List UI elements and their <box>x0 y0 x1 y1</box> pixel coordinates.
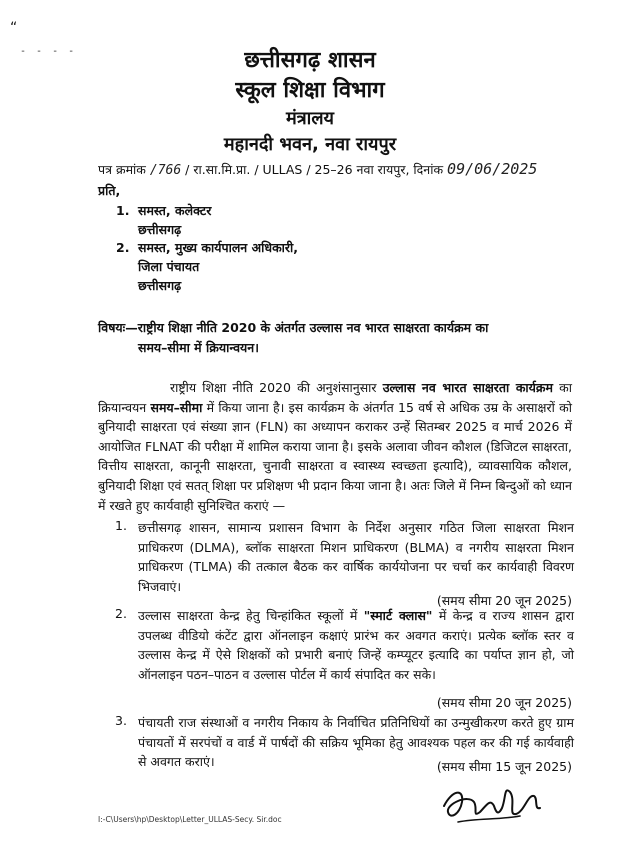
ref-prefix: पत्र क्रमांक <box>98 162 146 177</box>
para-text-a: राष्ट्रीय शिक्षा नीति 2020 की अनुशंसानुसार <box>170 380 383 395</box>
item-2-text-a: उल्लास साक्षरता केन्द्र हेतु चिन्हांकित स्कूलों में <box>138 608 364 623</box>
subject-line-1 <box>98 318 488 337</box>
ref-number: /766 <box>149 163 182 178</box>
reference-line <box>98 160 537 180</box>
margin-dots: - - - - <box>20 46 77 57</box>
item-1-text: छत्तीसगढ़ शासन, सामान्य प्रशासन विभाग के निर्देश अनुसार गठित जिला साक्षरता मिशन प्राधिकरण (DLMA), ब्लॉक साक्षरता मिशन प्राधिकरण (BLMA) व नगरीय साक्षरता मिशन प्राधिकरण (TLMA) की तत्काल बैठक कर वार्षिक कार्ययोजना पर चर्चा कर कार्यवाही विवरण भिजवाएं। <box>138 520 574 594</box>
ministry-title: मंत्रालय <box>285 108 334 129</box>
item-2-text-b: में केन्द्र व राज्य शासन द्वारा उपलब्ध वीडियो कंटेंट द्वारा ऑनलाइन कक्षाएं प्रारंभ कर अवगत कराएं। प्रत्येक ब्लॉक स्तर व उल्लास केन्द्र में ऐसे शिक्षकों को प्रभारी बनाएं जिन्हें कम्प्यूटर इत्यादि का पर्याप्त ज्ञान हो, जो ऑनलाइन पठन–पाठन व उल्लास पोर्टल में कार्य संपादित कर सके। <box>138 608 574 682</box>
addressee-1-line1: समस्त, कलेक्टर <box>138 203 212 218</box>
item-3-text: पंचायती राज संस्थाओं व नगरीय निकाय के निर्वाचित प्रतिनिधियों का उन्मुखीकरण करते हुए ग्राम पंचायतों में सरपंचों व वार्ड में पार्षदों की सक्रिय भूमिका हेतु आवश्यक पहल कर की गई कार्यवाही से अवगत कराएं। <box>138 715 574 770</box>
department-title: स्कूल शिक्षा विभाग <box>235 78 385 103</box>
item-2-text <box>138 606 574 684</box>
para-text-b: का क्रियान्वयन <box>98 380 573 415</box>
main-paragraph <box>98 378 572 515</box>
item-2-smart-class: "स्मार्ट क्लास" <box>363 608 433 623</box>
item-2-num: 2. <box>115 606 127 621</box>
addressee-1-num: 1. <box>116 203 130 218</box>
para-text-c: में किया जाना है। इस कार्यक्रम के अंतर्गत 15 वर्ष से अधिक उम्र के असाक्षरों को बुनियादी साक्षरता एवं संख्या ज्ञान (FLN) का अध्यापन कराकर उन्हें सितम्बर 2025 व मार्च 2026 में आयोजित FLNAT की परीक्षा में शामिल कराया जाना है। इसके अलावा जीवन कौशल (डिजिटल साक्षरता, वित्तीय साक्षरता, कानूनी साक्षरता, चुनावी साक्षरता व स्वास्थ्य स्वच्छता इत्यादि), व्यावसायिक कौशल, बुनियादी शिक्षा एवं सतत् शिक्षा पर प्रशिक्षण भी प्रदान किया जाना है। अतः जिले में निम्न बिन्दुओं को ध्यान में रखते हुए कार्यवाही सुनिश्चित कराएं — <box>98 399 572 513</box>
file-path: I:-C\Users\hp\Desktop\Letter_ULLAS-Secy. Sir.doc <box>98 815 282 824</box>
signature <box>438 772 548 834</box>
addressee-2-line2: जिला पंचायत <box>138 259 200 274</box>
item-1-deadline: (समय सीमा 20 जून 2025) <box>436 593 572 608</box>
addressee-2-line1: समस्त, मुख्य कार्यपालन अधिकारी, <box>138 240 299 255</box>
ref-rest: / रा.सा.मि.प्रा. / ULLAS / 25–26 नवा रायपुर, दिनांक <box>185 162 444 177</box>
address-title: महानदी भवन, नवा रायपुर <box>223 134 397 155</box>
item-3-deadline: (समय सीमा 15 जून 2025) <box>436 759 572 774</box>
to-label: प्रति, <box>98 183 121 198</box>
subject-line-2: समय–सीमा में क्रियान्वयन। <box>138 340 259 355</box>
para-program-name: उल्लास नव भारत साक्षरता कार्यक्रम <box>382 380 553 395</box>
addressee-2-num: 2. <box>116 240 130 255</box>
subject-label: विषयः— <box>98 320 138 335</box>
para-deadline-term: समय–सीमा <box>150 399 203 415</box>
govt-title: छत्तीसगढ़ शासन <box>244 48 376 73</box>
item-1-num: 1. <box>115 518 127 533</box>
item-2-deadline: (समय सीमा 20 जून 2025) <box>436 695 572 710</box>
addressee-2-line3: छत्तीसगढ़ <box>138 278 182 293</box>
margin-mark: “ <box>10 20 18 36</box>
subject-text-1: राष्ट्रीय शिक्षा नीति 2020 के अंतर्गत उल्लास नव भारत साक्षरता कार्यक्रम का <box>137 320 489 335</box>
addressee-1-line2: छत्तीसगढ़ <box>138 222 182 237</box>
letter-date: 09/06/2025 <box>447 160 538 178</box>
item-3-num: 3. <box>115 713 127 728</box>
